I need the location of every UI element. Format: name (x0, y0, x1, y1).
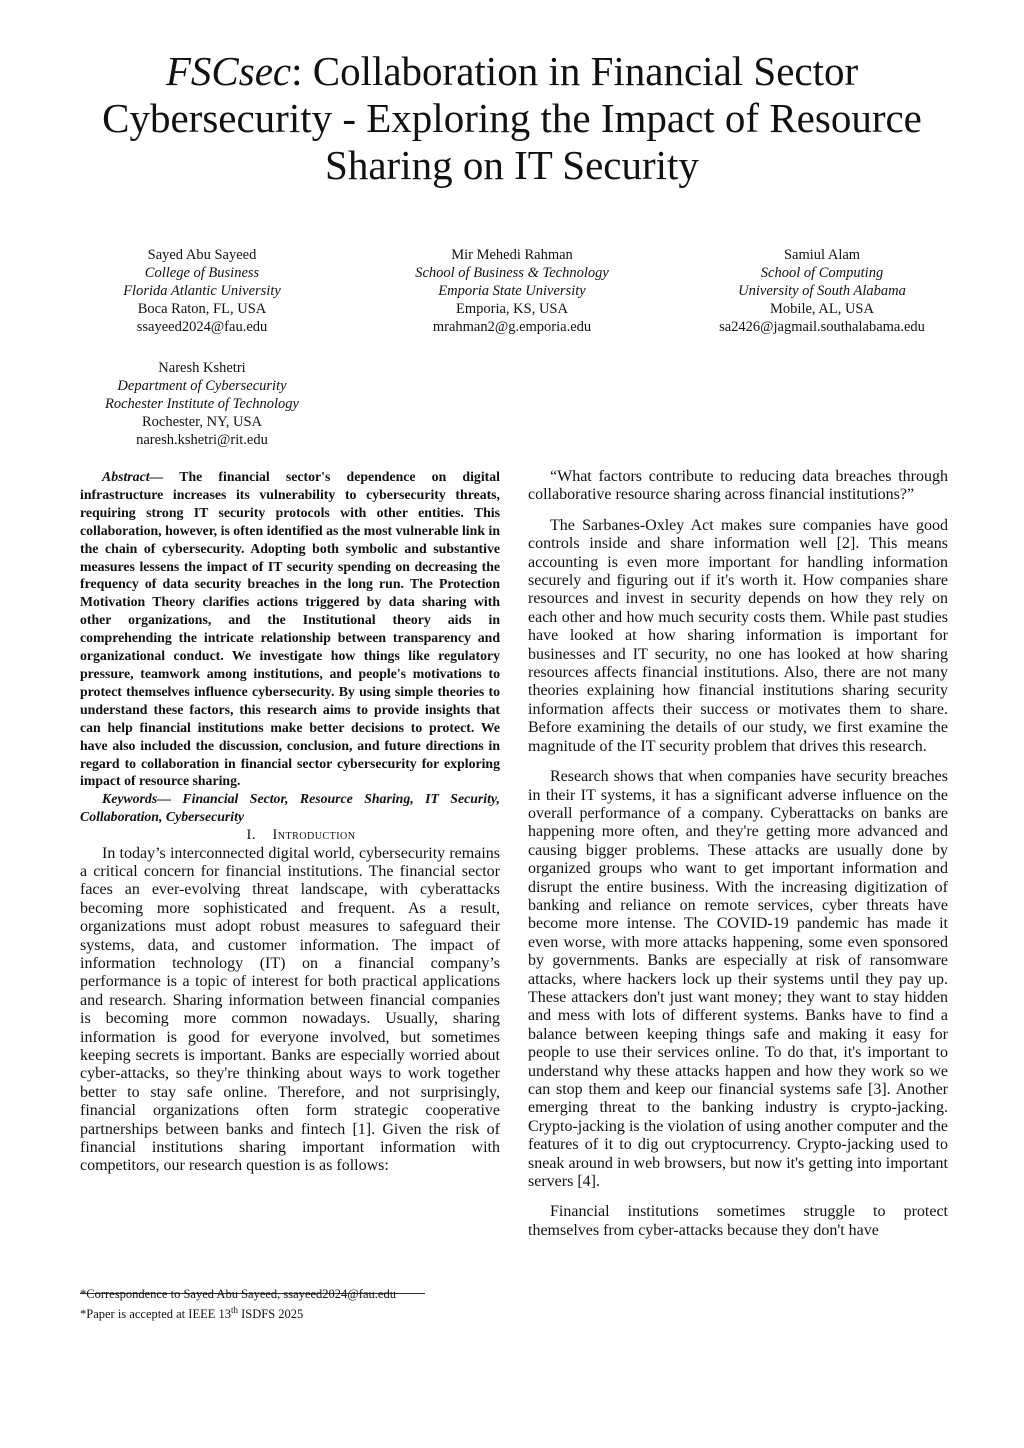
title-rest: : Collaboration in Financial Sector Cybersecurity - Exploring the Impact of Resource Sharing on IT Security (102, 48, 922, 188)
author-email: sa2426@jagmail.southalabama.edu (719, 319, 925, 335)
paper-title (60, 48, 964, 189)
abstract-text: The financial sector's dependence on digital infrastructure increases its vulnerability to cybersecurity threats, requiring strong IT security protocols with other entities. This collaboration, however, is often identified as the most vulnerable link in the chain of cybersecurity. Adopting both symbolic and substantive measures lessens the impact of IT security spending on decreasing the frequency of data security breaches in the long run. The Protection Motivation Theory clarifies actions triggered by data sharing with other organizations, and the Institutional theory aids in comprehending the intricate relationship between transparency and organizational conduct. We investigate how things like regulatory pressure, teamwork among institutions, and people's motivations to protect themselves influence cybersecurity. By using simple theories to understand these factors, this research aims to provide insights that can help financial institutions make better decisions to protect. We have also included the discussion, conclusion, and future directions in regard to collaboration in financial sector cybersecurity for exploring impact of resource sharing. (80, 469, 500, 789)
keywords (80, 790, 500, 826)
body-paragraph: The Sarbanes-Oxley Act makes sure companies have good controls inside and share information well [2]. This means accounting is even more important for handling information securely and figuring out if it's worth it. How companies share resources and invest in security depends on how they rely on each other and how much security costs them. While past studies have looked at how sharing information is important for businesses and IT security, no one has looked at how sharing resources affects financial institutions. Also, there are not many theories explaining how financial institutions sharing security information affects their success or motivates them to share. Before examining the details of our study, we first examine the magnitude of the IT security problem that drives this research. (528, 516, 948, 755)
author-email: naresh.kshetri@rit.edu (136, 432, 268, 448)
footnote-accepted-sup: th (230, 1305, 238, 1315)
footnote-correspondence: *Correspondence to Sayed Abu Sayeed, ssayeed2024@fau.edu (80, 1287, 396, 1301)
author-name: Mir Mehedi Rahman (451, 247, 573, 263)
body-paragraph: Financial institutions sometimes struggle to protect themselves from cyber-attacks because they don't have (528, 1203, 948, 1239)
author-dept: School of Business & Technology (415, 265, 609, 281)
author-location: Boca Raton, FL, USA (137, 301, 267, 317)
author-location: Mobile, AL, USA (770, 301, 874, 317)
section-title: Introduction (272, 827, 356, 844)
author-block-3 (672, 246, 972, 336)
author-org: University of South Alabama (738, 283, 906, 299)
author-org: Rochester Institute of Technology (105, 396, 299, 412)
author-email: ssayeed2024@fau.edu (136, 319, 268, 335)
author-name: Sayed Abu Sayeed (147, 247, 257, 263)
right-column (528, 468, 948, 1240)
author-org: Florida Atlantic University (123, 283, 281, 299)
abstract (80, 468, 500, 790)
abstract-label: Abstract— (102, 469, 164, 484)
author-location: Emporia, KS, USA (456, 301, 568, 317)
author-org: Emporia State University (438, 283, 586, 299)
keywords-label: Keywords— (102, 791, 171, 807)
author-block-4 (52, 359, 352, 449)
author-dept: School of Computing (760, 265, 884, 281)
author-dept: Department of Cybersecurity (117, 378, 287, 394)
author-block-2 (362, 246, 662, 336)
author-dept: College of Business (144, 265, 260, 281)
title-italic: FSCsec (165, 48, 292, 94)
left-column (80, 468, 500, 1176)
footnote-accepted-pre: *Paper is accepted at IEEE 13 (80, 1307, 231, 1322)
body-paragraph: Research shows that when companies have security breaches in their IT systems, it has a significant adverse influence on the overall performance of a company. Cyberattacks on banks are happening more often, and they're getting more advanced and causing bigger problems. These attacks are usually done by organized groups who want to get important information and disrupt the entire business. With the increasing digitization of banking and reliance on remote services, cyber threats have become more intense. The COVID-19 pandemic has made it even worse, with more attacks happening, some even sponsored by governments. Banks are especially at risk of ransomware attacks, where hackers lock up their systems until they pay up. These attackers don't just want money; they want to stay hidden and mess with lots of different systems. Banks have to find a balance between keeping things safe and making it easy for people to use their services online. To do that, it's important to understand why these attacks happen and how they work so we can stop them and keep our financial systems safe [3]. Another emerging threat to the banking industry is crypto-jacking. Crypto-jacking is the violation of using another computer and the features of it to dig out cryptocurrency. Crypto-jacking used to sneak around in web browsers, but now it's getting into important servers [4]. (528, 768, 948, 1191)
research-question: “What factors contribute to reducing data breaches through collaborative resource sharing across financial institutions?” (528, 468, 948, 504)
section-heading (80, 826, 500, 844)
author-name: Naresh Kshetri (158, 360, 246, 376)
author-email: mrahman2@g.emporia.edu (432, 319, 592, 335)
footnote-accepted-post: ISDFS 2025 (238, 1307, 304, 1322)
intro-paragraph: In today’s interconnected digital world, cybersecurity remains a critical concern for financial institutions. The financial sector faces an ever-evolving threat landscape, with cyberattacks becoming more sophisticated and frequent. As a result, organizations must adopt robust measures to safeguard their systems, data, and customer information. The impact of information technology (IT) on a financial company’s performance is a topic of interest for both practical applications and research. Sharing information between financial companies is becoming more common nowadays. Usually, sharing information is good for everyone involved, but sometimes keeping secrets is important. Banks are especially worried about cyber-attacks, so they're thinking about ways to work together better to stay safe online. Therefore, and not surprisingly, financial organizations often form strategic cooperative partnerships between banks and fintech [1]. Given the risk of financial institutions sharing important information with competitors, our research question is as follows: (80, 844, 500, 1175)
author-block-1 (52, 246, 352, 336)
keywords-text: Financial Sector, Resource Sharing, IT Security, Collaboration, Cybersecurity (80, 791, 500, 825)
footnote-accepted (80, 1302, 303, 1322)
section-number: I. (246, 827, 256, 844)
author-location: Rochester, NY, USA (142, 414, 262, 430)
author-name: Samiul Alam (783, 247, 861, 263)
